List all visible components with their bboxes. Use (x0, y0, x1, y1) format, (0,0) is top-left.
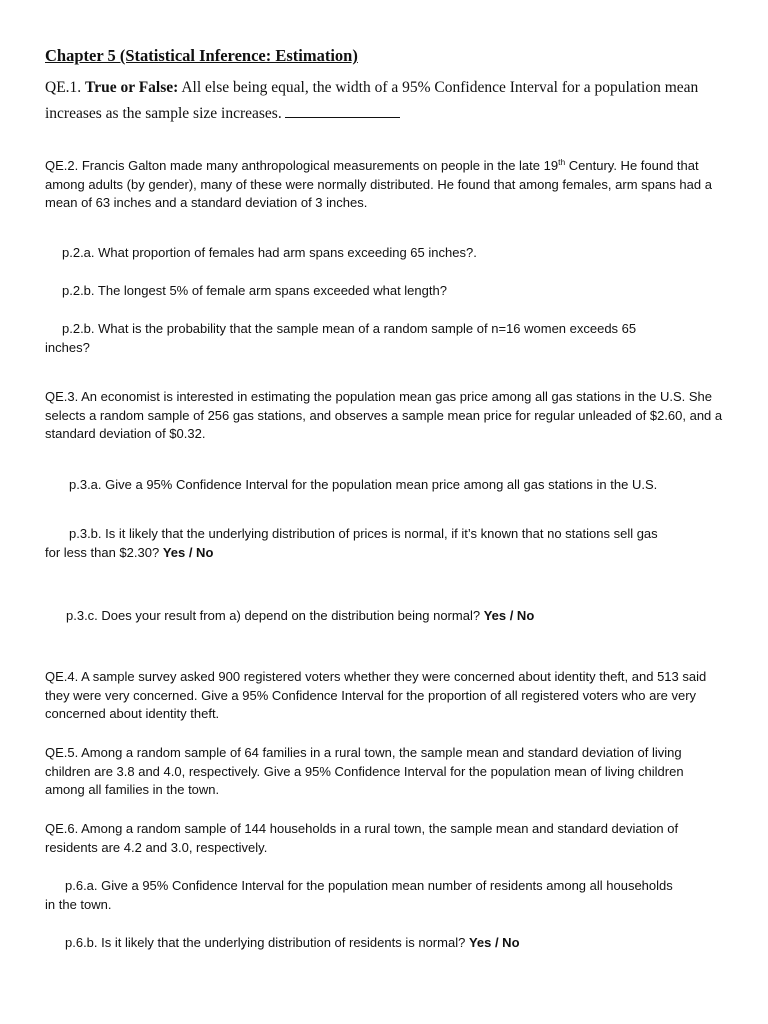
yes-no-option: Yes / No (468, 935, 520, 950)
part-2c: p.2.b. What is the probability that the sample mean of a random sample of n=16 women exceeds 65 inches? (45, 321, 637, 355)
question-6: QE.6. Among a random sample of 144 households in a rural town, the sample mean and standard deviation of residents are 4.2 and 3.0, respectively. (45, 821, 679, 855)
page-title: Chapter 5 (Statistical Inference: Estimation) (45, 46, 358, 65)
question-1-line-1: QE.1. True or False: All else being equal, the width of a 95% Confidence Interval for a population mean (45, 79, 699, 96)
answer-blank (285, 116, 400, 118)
true-or-false-label: True or False: (85, 79, 179, 96)
part-2a: p.2.a. What proportion of females had arm spans exceeding 65 inches?. (62, 245, 477, 260)
yes-no-option: Yes / No (483, 608, 535, 623)
part-6a: p.6.a. Give a 95% Confidence Interval for the population mean number of residents among all households in the town. (45, 878, 673, 912)
question-3: QE.3. An economist is interested in estimating the population mean gas price among all gas stations in the U.S. She selects a random sample of 256 gas stations, and observes a sample mean price for regular unleaded of $2.60, and a standard deviation of $0.32. (45, 389, 723, 441)
part-6b: p.6.b. Is it likely that the underlying distribution of residents is normal? Yes / No (65, 935, 520, 950)
part-3c: p.3.c. Does your result from a) depend on the distribution being normal? Yes / No (66, 608, 535, 623)
part-3b: p.3.b. Is it likely that the underlying distribution of prices is normal, if it’s known that no stations sell gas for less than $2.30? Yes / No (45, 526, 658, 560)
question-1 (45, 79, 725, 123)
question-2: QE.2. Francis Galton made many anthropological measurements on people in the late 19th Century. He found that among adults (by gender), many of these were normally distributed. He found that among females, arm spans had a mean of 63 inches and a standard deviation of 3 inches. (45, 157, 712, 210)
part-2b: p.2.b. The longest 5% of female arm spans exceeded what length? (62, 283, 447, 298)
question-4: QE.4. A sample survey asked 900 registered voters whether they were concerned about identity theft, and 513 said they were very concerned. Give a 95% Confidence Interval for the proportion of all registered voters who are very concerned about identity theft. (45, 669, 707, 721)
question-1-line-2: increases as the sample size increases. (45, 105, 725, 123)
part-3a: p.3.a. Give a 95% Confidence Interval for the population mean price among all gas stations in the U.S. (69, 477, 658, 492)
yes-no-option: Yes / No (162, 544, 214, 560)
question-5: QE.5. Among a random sample of 64 families in a rural town, the sample mean and standard deviation of living children are 3.8 and 4.0, respectively. Give a 95% Confidence Interval for the population mean of living children among all families in the town. (45, 745, 684, 797)
